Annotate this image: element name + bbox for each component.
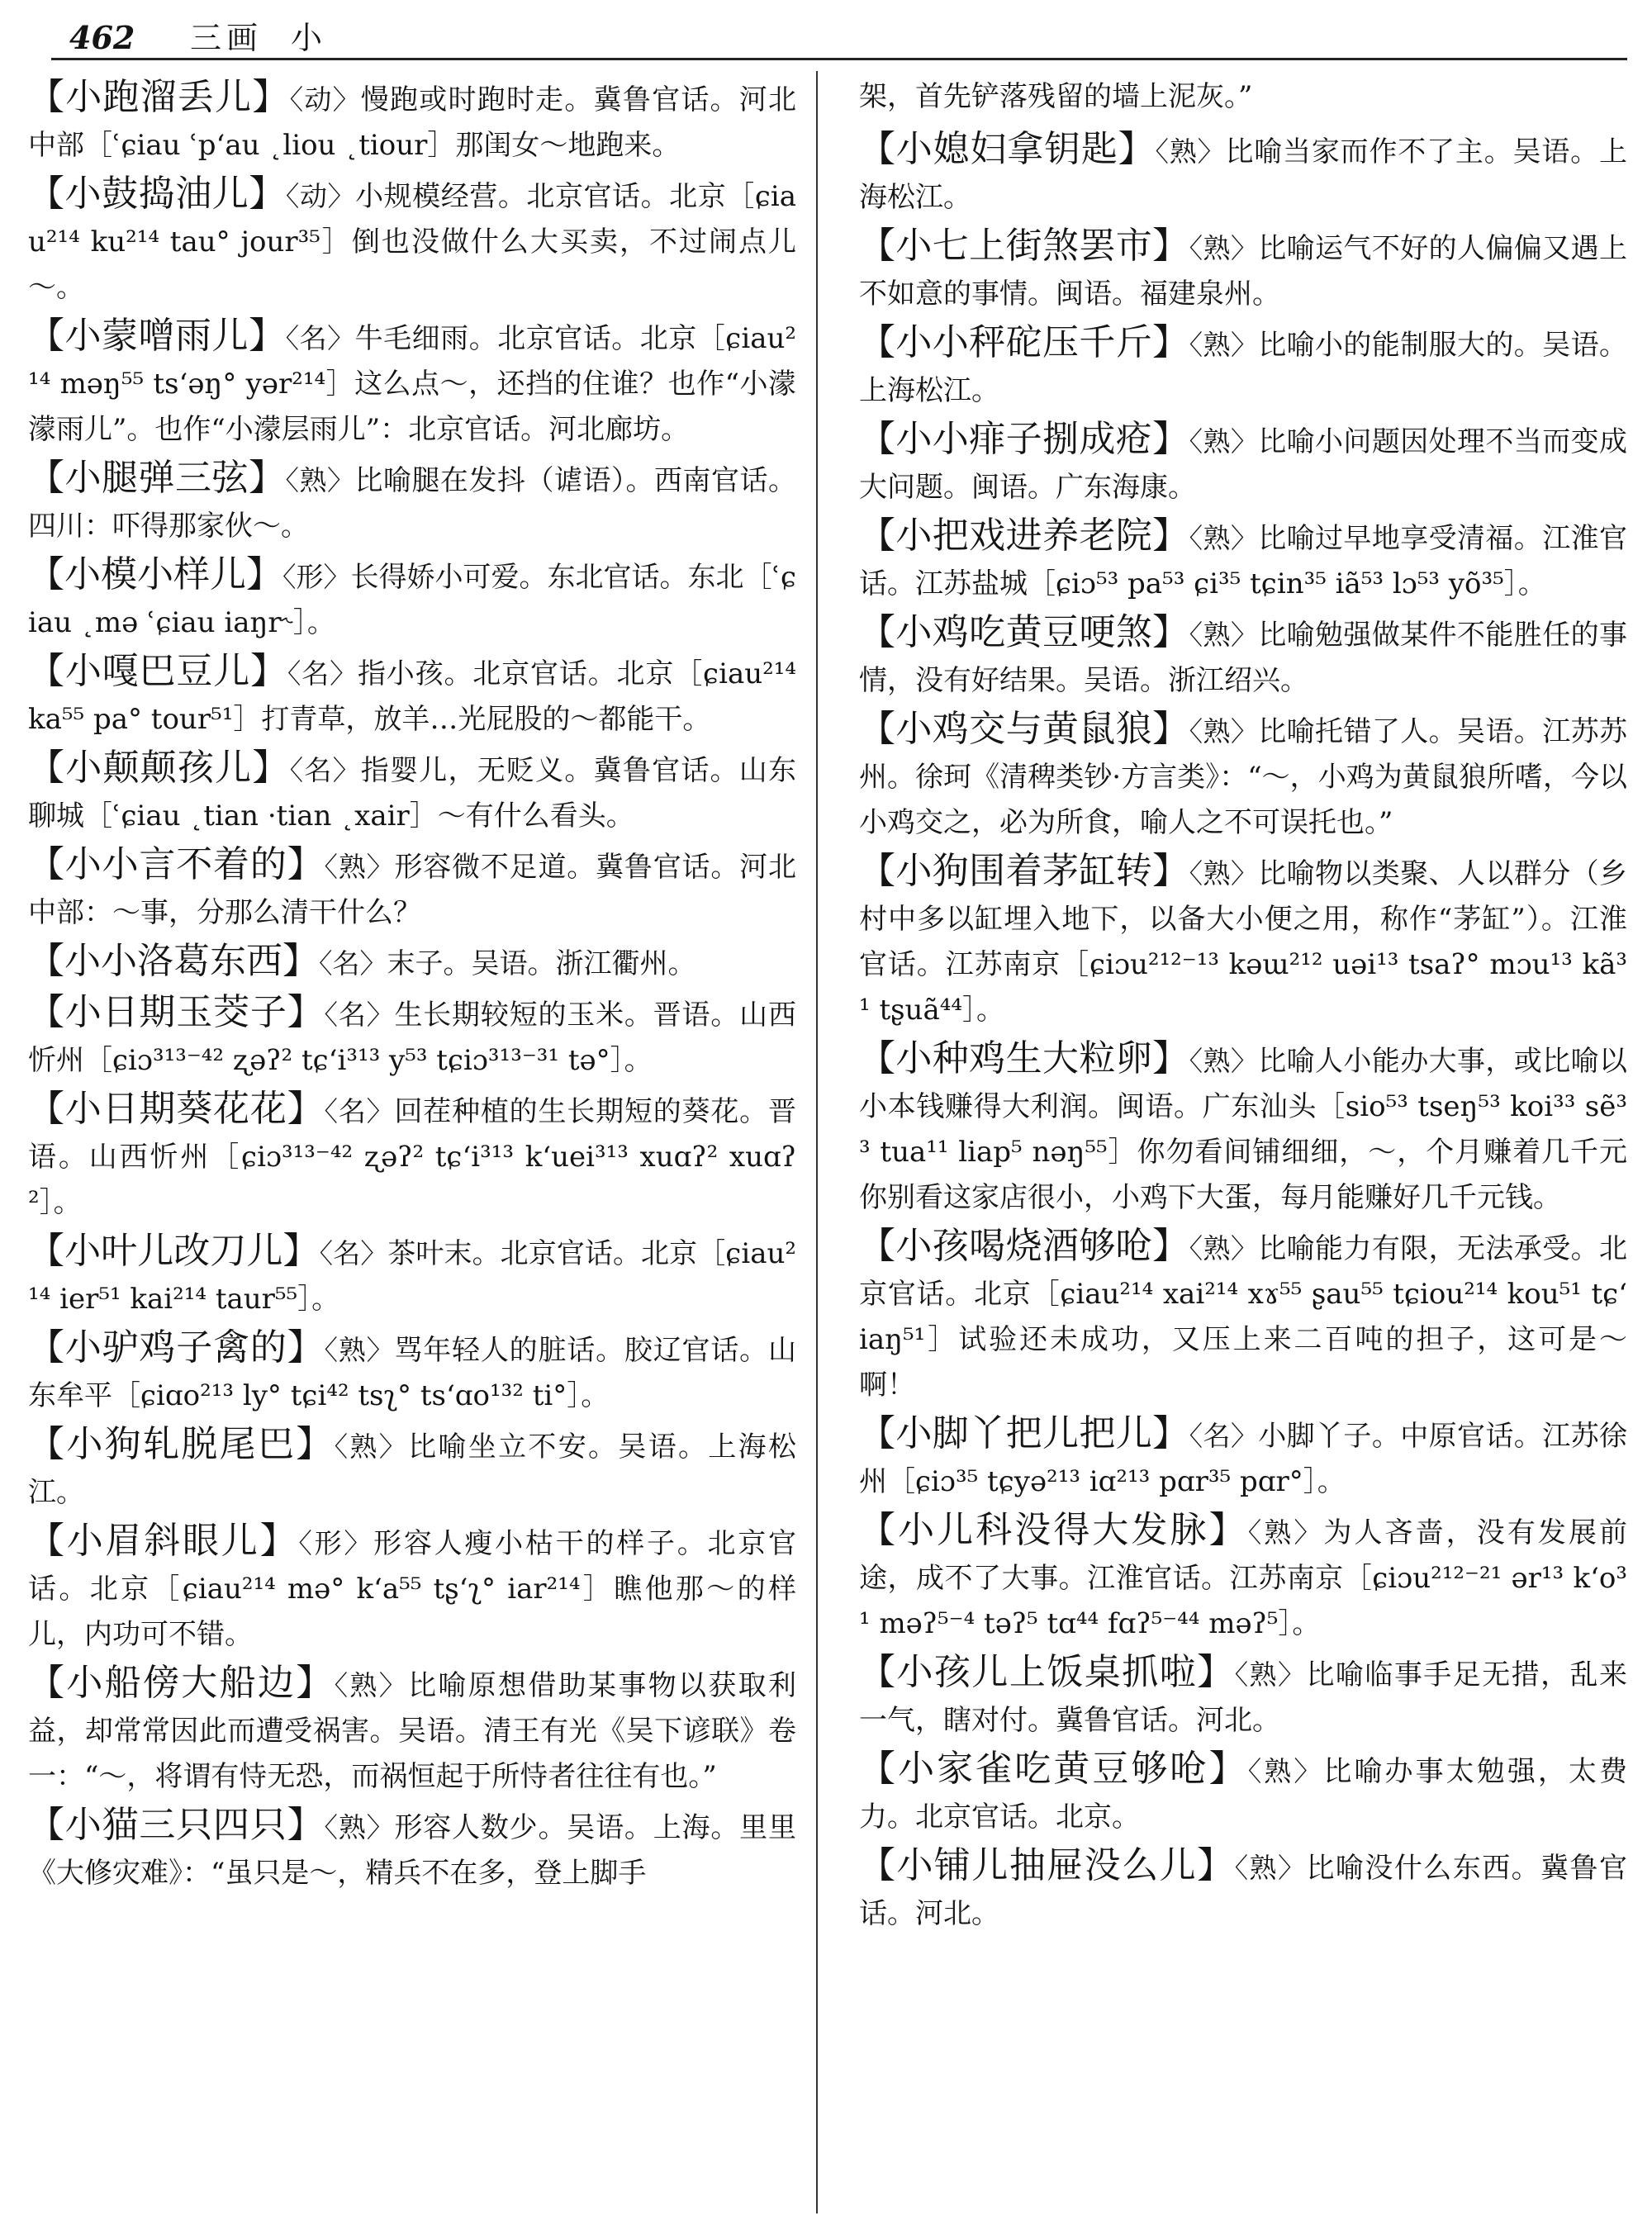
entry-pos-tag: 〈熟〉 [324,1334,395,1366]
dictionary-entry [859,416,1627,510]
entry-headword: 【小小言不着的】 [28,843,325,885]
entry-pos-tag: 〈名〉 [285,322,355,354]
dictionary-entry [859,1411,1627,1505]
dictionary-entry [28,745,796,839]
entry-headword: 【小嘎巴豆儿】 [28,650,287,692]
entry-body: 形容人瘦小枯干的样子。北京官话。北京［ɕiau²¹⁴ mə° kʻa⁵⁵ tʂʻʅ° iar²¹⁴］瞧他那～的样儿，内功可不错。 [28,1527,796,1651]
dictionary-entry [859,610,1627,704]
section-label: 三画 [190,20,263,56]
dictionary-entry [859,1843,1627,1937]
entry-headword: 【小媳妇拿钥匙】 [859,128,1156,170]
entry-pos-tag: 〈名〉 [319,947,387,980]
entry-pos-tag: 〈名〉 [287,657,358,690]
entry-body: 指婴儿，无贬义。冀鲁官话。山东聊城［ʿɕiau ˛tian ·tian ˛xair］～有什么看头。 [28,754,796,833]
entry-pos-tag: 〈动〉 [285,180,356,212]
entry-headword: 【小鸡交与黄鼠狼】 [859,708,1189,750]
entry-body: 慢跑或时跑时走。冀鲁官话。河北中部［ʿɕiau ʿpʻau ˛liou ˛tiour］那闺女～地跑来。 [28,83,796,162]
entry-pos-tag: 〈熟〉 [285,464,355,496]
entry-pos-tag: 〈熟〉 [1155,135,1226,168]
dictionary-entry [28,648,796,743]
entry-body: 长得娇小可爱。东北官话。东北［ʿɕiau ˛mə ʿɕiau iaŋr˞］。 [28,561,796,639]
entry-body: 比喻原想借助某事物以获取利益，却常常因此而遭受祸害。吴语。清王有光《吴下谚联》卷一：“～，将谓有恃无恐，而祸恒起于所恃者往往有也。” [28,1669,796,1793]
entry-pos-tag: 〈熟〉 [334,1431,409,1463]
entry-pos-tag: 〈熟〉 [324,851,395,883]
entry-pos-tag: 〈熟〉 [1189,522,1259,554]
entry-body: 比喻托错了人。吴语。江苏苏州。徐珂《清稗类钞·方言类》：“～，小鸡为黄鼠狼所嗜，今以小鸡交之，必为所食，喻人之不可误托也。” [859,715,1627,839]
dictionary-entry [28,313,796,453]
entry-headword: 【小狗围着茅缸转】 [859,850,1189,892]
entry-pos-tag: 〈熟〉 [1247,1516,1324,1549]
entry-pos-tag: 〈熟〉 [1189,329,1259,361]
dictionary-entry [859,1649,1627,1744]
entry-body: 回茬种植的生长期短的葵花。晋语。山西忻州［ɕiɔ³¹³⁻⁴² ʐəʔ² tɕʻi³¹³ kʻuei³¹³ xuɑʔ² xuɑʔ²］。 [28,1095,796,1219]
dictionary-entry [28,1518,796,1658]
entry-pos-tag: 〈熟〉 [334,1669,409,1701]
entry-headword: 【小儿科没得大发脉】 [859,1509,1248,1551]
entry-pos-tag: 〈熟〉 [324,1811,395,1843]
entry-headword: 【小小痱子捌成疮】 [859,418,1189,460]
entry-headword: 【小颠颠孩儿】 [28,747,290,789]
entry-headword: 【小日期玉茭子】 [28,991,325,1033]
entry-headword: 【小鼓捣油儿】 [28,173,286,215]
entry-body: 指小孩。北京官话。北京［ɕiau²¹⁴ ka⁵⁵ pa° tour⁵¹］打青草，放羊…光屁股的～都能干。 [28,657,796,736]
entry-pos-tag: 〈名〉 [324,999,395,1031]
entry-pos-tag: 〈熟〉 [1234,1852,1307,1884]
dictionary-entry [859,126,1627,221]
entry-body: 牛毛细雨。北京官话。北京［ɕiau²¹⁴ məŋ⁵⁵ tsʻəŋ° yər²¹⁴］这么点～，还挡的住谁？也作“小濛濛雨儿”。也作“小濛层雨儿”：北京官话。河北廊坊。 [28,322,796,446]
entry-continuation: 架，首先铲落残留的墙上泥灰。” [859,80,1253,113]
entry-headword: 【小腿弹三弦】 [28,457,286,499]
page-number: 462 [69,19,135,56]
entry-body: 小规模经营。北京官话。北京［ɕiau²¹⁴ ku²¹⁴ tau° jour³⁵］倒也没做什么大买卖，不过闹点儿～。 [28,180,796,304]
entry-headword: 【小家雀吃黄豆够呛】 [859,1748,1248,1790]
entry-body: 比喻腿在发抖（谑语）。西南官话。四川：吓得那家伙～。 [28,464,796,543]
entry-body: 比喻人小能办大事，或比喻以小本钱赚得大利润。闽语。广东汕头［sio⁵³ tseŋ⁵³ koi³³ sẽ³³ tua¹¹ liap⁵ nəŋ⁵⁵］你勿看间铺细细，～，个月赚着几千元你别看这家店很小，小鸡下大蛋，每月能赚好几千元钱。 [859,1045,1627,1214]
entry-headword: 【小船傍大船边】 [28,1662,335,1704]
entry-body: 比喻勉强做某件不能胜任的事情，没有好结果。吴语。浙江绍兴。 [859,619,1627,697]
dictionary-entry [28,989,796,1084]
dictionary-entry [28,1228,796,1322]
entry-body: 骂年轻人的脏话。胶辽官话。山东牟平［ɕiɑo²¹³ ly° tɕi⁴² tsʅ° tsʻɑo¹³² ti°］。 [28,1334,796,1412]
entry-pos-tag: 〈形〉 [298,1527,374,1559]
entry-headword: 【小七上街煞罢市】 [859,225,1189,267]
dictionary-entry [28,455,796,549]
entry-headword: 【小日期葵花花】 [28,1088,325,1130]
entry-body: 形容微不足道。冀鲁官话。河北中部：～事，分那么清干什么？ [28,851,796,929]
right-column [859,74,1627,2213]
entry-pos-tag: 〈名〉 [319,1237,388,1269]
entry-headword: 【小孩儿上饭桌抓啦】 [859,1651,1235,1693]
dictionary-entry [28,1802,796,1896]
entry-body: 比喻坐立不安。吴语。上海松江。 [28,1431,796,1509]
entry-headword: 【小蒙噌雨儿】 [28,315,286,357]
entry-headword: 【小孩喝烧酒够呛】 [859,1225,1189,1267]
column-divider [816,71,818,2213]
entry-body: 生长期较短的玉米。晋语。山西忻州［ɕiɔ³¹³⁻⁴² ʐəʔ² tɕʻi³¹³ y⁵³ tɕiɔ³¹³⁻³¹ tə°］。 [28,999,796,1077]
entry-body: 比喻办事太勉强，太费力。北京官话。北京。 [859,1755,1627,1834]
entry-headword: 【小驴鸡子禽的】 [28,1326,325,1369]
dictionary-entry [28,552,796,646]
dictionary-entry [28,1660,796,1800]
page-header [51,18,1627,60]
entry-headword: 【小脚丫把儿把儿】 [859,1412,1189,1454]
radical-label: 小 [291,20,323,56]
dictionary-entry [859,706,1627,846]
dictionary-entry [28,842,796,936]
entry-body: 比喻能力有限，无法承受。北京官话。北京［ɕiau²¹⁴ xai²¹⁴ xɤ⁵⁵ ʂau⁵⁵ tɕiou²¹⁴ kou⁵¹ tɕʻiaŋ⁵¹］试验还未成功，又压上来二百吨的担子，这可是～啊！ [859,1232,1627,1402]
entry-pos-tag: 〈熟〉 [1189,425,1259,458]
entry-body: 小脚丫子。中原官话。江苏徐州［ɕiɔ³⁵ tɕyə²¹³ iɑ²¹³ pɑr³⁵ pɑr°］。 [859,1420,1627,1498]
dictionary-entry [859,1746,1627,1840]
entry-body: 比喻运气不好的人偏偏又遇上不如意的事情。闽语。福建泉州。 [859,232,1627,311]
entry-pos-tag: 〈名〉 [1189,1420,1259,1452]
entry-pos-tag: 〈名〉 [324,1095,395,1127]
left-column [28,74,796,2213]
entry-pos-tag: 〈名〉 [289,754,361,786]
entry-headword: 【小种鸡生大粒卵】 [859,1037,1189,1079]
dictionary-entry [859,320,1627,414]
entry-headword: 【小跑溜丢儿】 [28,76,290,118]
entry-body: 形容人数少。吴语。上海。里里《大修灾难》：“虽只是～，精兵不在多，登上脚手 [28,1811,796,1890]
entry-body: 茶叶末。北京官话。北京［ɕiau²¹⁴ ier⁵¹ kai²¹⁴ taur⁵⁵］。 [28,1237,796,1316]
entry-body: 比喻小问题因处理不当而变成大问题。闽语。广东海康。 [859,425,1627,504]
entry-body: 末子。吴语。浙江衢州。 [387,947,696,980]
entry-body: 为人吝啬，没有发展前途，成不了大事。江淮官话。江苏南京［ɕiɔu²¹²⁻²¹ ər¹³ kʻo³¹ məʔ⁵⁻⁴ təʔ⁵ tɑ⁴⁴ fɑʔ⁵⁻⁴⁴ məʔ⁵］。 [859,1516,1627,1640]
entry-headword: 【小猫三只四只】 [28,1804,325,1846]
entry-headword: 【小模小样儿】 [28,553,283,595]
entry-headword: 【小小秤砣压千斤】 [859,321,1189,363]
entry-body: 比喻没什么东西。冀鲁官话。河北。 [859,1852,1627,1930]
dictionary-entry [28,1086,796,1226]
entry-pos-tag: 〈熟〉 [1189,1232,1259,1264]
entry-headword: 【小狗轧脱尾巴】 [28,1423,335,1465]
entry-pos-tag: 〈熟〉 [1234,1658,1307,1691]
dictionary-entry [859,1036,1627,1221]
dictionary-entry [859,1507,1627,1647]
entry-pos-tag: 〈熟〉 [1189,715,1259,747]
entry-pos-tag: 〈熟〉 [1189,857,1259,890]
entry-pos-tag: 〈熟〉 [1189,232,1259,264]
dictionary-entry [859,513,1627,607]
entry-pos-tag: 〈熟〉 [1247,1755,1324,1787]
entry-headword: 【小把戏进养老院】 [859,515,1189,557]
entry-headword: 【小眉斜眼儿】 [28,1520,299,1562]
dictionary-entry [859,223,1627,317]
dictionary-entry [28,938,796,987]
entry-pos-tag: 〈动〉 [289,83,361,116]
entry-headword: 【小小洛葛东西】 [28,940,319,982]
dictionary-entry [859,848,1627,1033]
entry-body: 比喻小的能制服大的。吴语。上海松江。 [859,329,1627,407]
dictionary-entry [859,1223,1627,1408]
entry-headword: 【小铺儿抽屉没么儿】 [859,1844,1235,1886]
entry-body: 比喻过早地享受清福。江淮官话。江苏盐城［ɕiɔ⁵³ pa⁵³ ɕi³⁵ tɕin³⁵ iã⁵³ lɔ⁵³ yõ³⁵］。 [859,522,1627,600]
entry-pos-tag: 〈形〉 [282,561,351,593]
dictionary-entry [28,1325,796,1419]
entry-body: 比喻临事手足无措，乱来一气，瞎对付。冀鲁官话。河北。 [859,1658,1627,1737]
entry-pos-tag: 〈熟〉 [1189,1045,1259,1077]
entry-body: 比喻物以类聚、人以群分（乡村中多以缸埋入地下，以备大小便之用，称作“茅缸”）。江淮官话。江苏南京［ɕiɔu²¹²⁻¹³ kəɯ²¹² uəi¹³ tsaʔ° mɔu¹³ kã³¹ tʂuã⁴⁴］。 [859,857,1627,1027]
entry-headword: 【小叶儿改刀儿】 [28,1230,320,1272]
dictionary-entry [28,1421,796,1516]
entry-headword: 【小鸡吃黄豆哽煞】 [859,611,1189,653]
entry-pos-tag: 〈熟〉 [1189,619,1259,651]
entry-body: 比喻当家而作不了主。吴语。上海松江。 [859,135,1627,214]
dictionary-entry [28,171,796,311]
dictionary-entry [28,74,796,168]
